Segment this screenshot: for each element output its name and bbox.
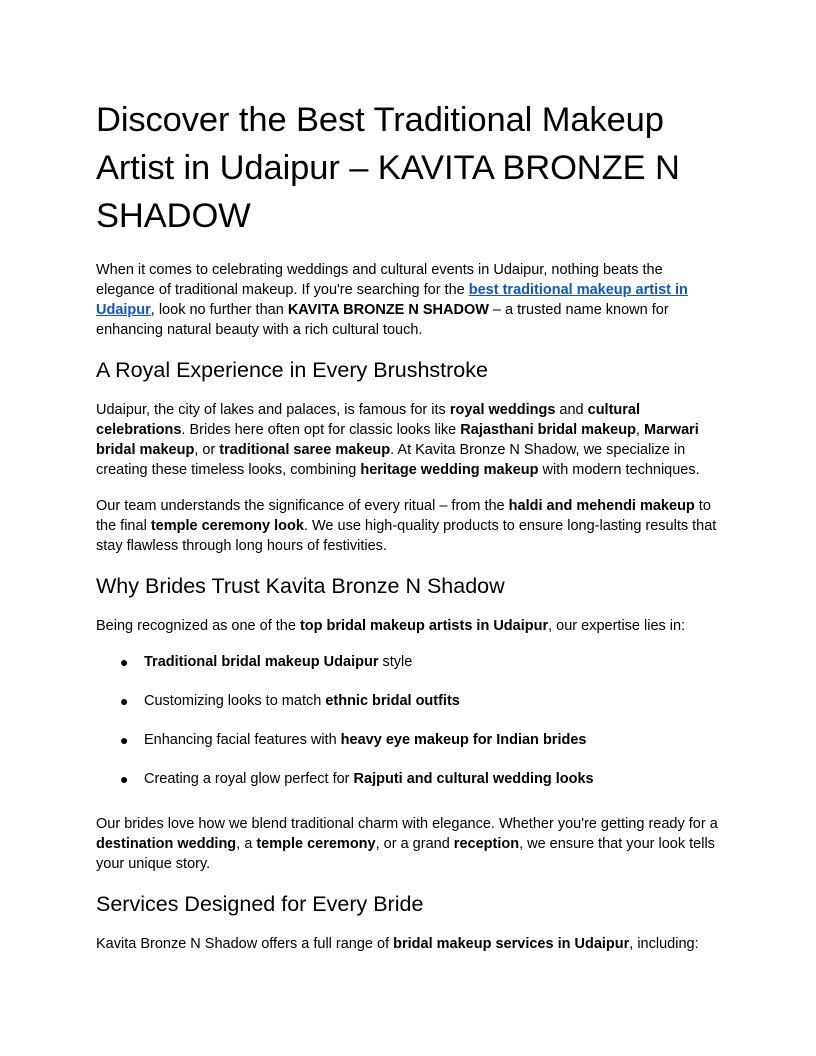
bold-text: haldi and mehendi makeup: [508, 498, 695, 514]
bold-text: heavy eye makeup for Indian brides: [340, 732, 587, 748]
text: Customizing looks to match: [144, 693, 326, 709]
text: , including:: [629, 936, 699, 952]
text: to the final: [96, 498, 711, 534]
bullet-icon: ●: [120, 771, 129, 787]
text: Kavita Bronze N Shadow offers a full range of: [96, 936, 394, 952]
intro-paragraph: [96, 260, 720, 340]
text: . We use high-quality products to ensure long-lasting results that stay flawless through long hours of festivities.: [96, 518, 717, 554]
bold-text: heritage wedding makeup: [360, 462, 539, 478]
intro-text-2: , look no further than: [150, 302, 288, 318]
section-heading-royal-experience: A Royal Experience in Every Brushstroke: [96, 358, 488, 382]
text: ,: [635, 422, 645, 438]
text: Being recognized as one of the: [96, 618, 300, 634]
royal-experience-paragraph-2: [96, 496, 720, 556]
text: , we ensure that your look tells your unique story.: [96, 836, 715, 872]
why-brides-trust-paragraph-1: [96, 616, 720, 636]
bold-text: traditional saree makeup: [219, 442, 391, 458]
text: Enhancing facial features with: [144, 732, 341, 748]
bold-text: Rajputi and cultural wedding looks: [353, 771, 594, 787]
bold-text: temple ceremony: [256, 836, 376, 852]
document-content: [96, 96, 720, 970]
bold-text: Traditional bridal makeup Udaipur: [144, 654, 379, 670]
expertise-bullet-list: [96, 652, 720, 789]
bold-text: bridal makeup services in Udaipur: [393, 936, 630, 952]
section-heading-why-brides-trust: Why Brides Trust Kavita Bronze N Shadow: [96, 574, 505, 598]
royal-experience-paragraph-1: [96, 400, 720, 480]
bold-text: cultural celebrations: [96, 402, 641, 438]
text: style: [378, 654, 413, 670]
intro-text-3: – a trusted name known for enhancing natural beauty with a rich cultural touch.: [96, 302, 669, 338]
text: , or: [194, 442, 220, 458]
text: , our expertise lies in:: [548, 618, 686, 634]
text: with modern techniques.: [538, 462, 700, 478]
page-title: Discover the Best Traditional Makeup Artist in Udaipur – KAVITA BRONZE N SHADOW: [96, 101, 680, 235]
bold-text: temple ceremony look: [150, 518, 304, 534]
intro-brand-bold: KAVITA BRONZE N SHADOW: [287, 302, 489, 318]
bullet-icon: ●: [120, 732, 129, 748]
bold-text: Marwari bridal makeup: [96, 422, 699, 458]
bold-text: Rajasthani bridal makeup: [460, 422, 636, 438]
bold-text: royal weddings: [449, 402, 556, 418]
list-item: [96, 730, 720, 750]
text: . Brides here often opt for classic looks like: [181, 422, 461, 438]
bold-text: top bridal makeup artists in Udaipur: [299, 618, 549, 634]
bold-text: destination wedding: [96, 836, 237, 852]
intro-text-1: When it comes to celebrating weddings and cultural events in Udaipur, nothing beats the elegance of traditional makeup. If you're searching for the: [96, 262, 663, 298]
text: Our brides love how we blend traditional charm with elegance. Whether you're getting ready for a: [96, 816, 718, 832]
text: , or a grand: [375, 836, 454, 852]
bold-text: reception: [453, 836, 520, 852]
best-traditional-makeup-artist-link[interactable]: best traditional makeup artist in Udaipur: [96, 282, 688, 318]
bullet-icon: ●: [120, 693, 129, 709]
text: and: [555, 402, 588, 418]
text: Our team understands the significance of every ritual – from the: [96, 498, 509, 514]
text: , a: [236, 836, 257, 852]
section-heading-services: Services Designed for Every Bride: [96, 892, 424, 916]
list-item: [96, 769, 720, 789]
list-item: [96, 691, 720, 711]
services-paragraph-1: [96, 934, 720, 954]
bullet-icon: ●: [120, 654, 129, 670]
text: . At Kavita Bronze N Shadow, we specialize in creating these timeless looks, combining: [96, 442, 686, 478]
why-brides-trust-paragraph-2: [96, 814, 720, 874]
bold-text: ethnic bridal outfits: [325, 693, 460, 709]
text: Udaipur, the city of lakes and palaces, is famous for its: [96, 402, 450, 418]
list-item: [96, 652, 720, 672]
text: Creating a royal glow perfect for: [144, 771, 354, 787]
